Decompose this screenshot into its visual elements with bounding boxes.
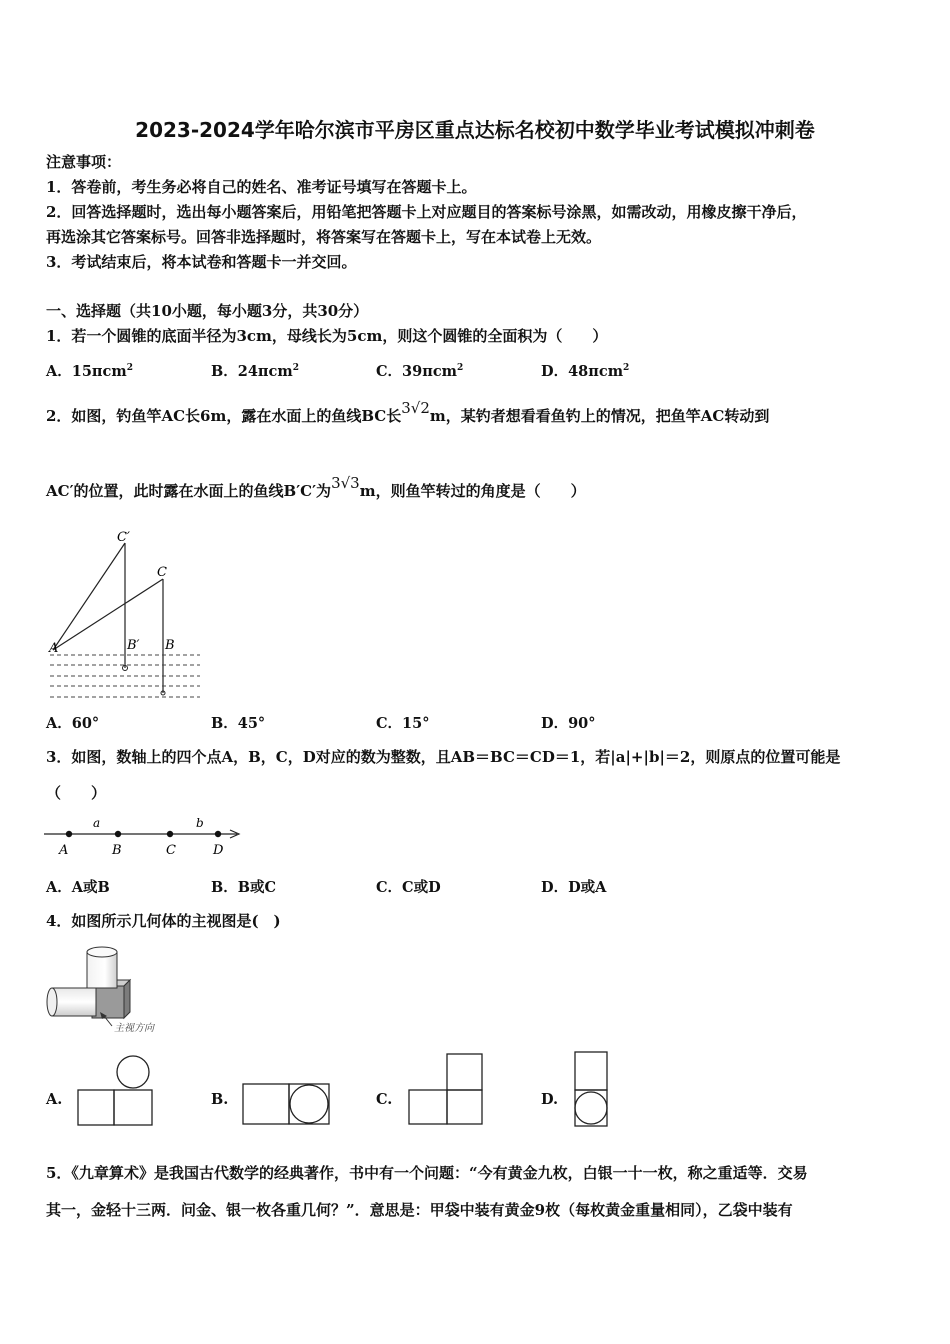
cube-front	[92, 986, 124, 1018]
q4-option-d-label: D.	[541, 1091, 559, 1108]
q2-option-c: C．15°	[376, 715, 430, 732]
q2-option-b: B．45°	[211, 715, 266, 732]
page-title: 2023-2024学年哈尔滨市平房区重点达标名校初中数学毕业考试模拟冲刺卷	[135, 118, 815, 142]
label-c: C	[157, 565, 167, 580]
label-a-lower: a	[93, 816, 101, 830]
label-a: A	[59, 843, 69, 858]
notice-heading: 注意事项：	[46, 153, 122, 171]
q2-option-d: D．90°	[541, 715, 596, 732]
q1-option-d: D．48πcm$^2$	[541, 363, 630, 380]
q2-fishing-rod-figure	[45, 525, 205, 705]
label-a: A	[49, 641, 59, 656]
view-direction-label: 主视方向	[114, 1023, 154, 1034]
q4-option-d-figure	[573, 1050, 611, 1130]
label-b-lower: b	[196, 816, 204, 830]
q1-option-c: C．39πcm$^2$	[376, 363, 464, 380]
radical-3sqrt3: 3√3	[331, 474, 360, 492]
label-c-prime: C′	[117, 530, 130, 545]
label-c: C	[166, 843, 176, 858]
label-d: D	[213, 843, 224, 858]
question-1-stem: 1．若一个圆锥的底面半径为3cm，母线长为5cm，则这个圆锥的全面积为（ ）	[46, 327, 608, 345]
q3-number-line	[42, 812, 247, 862]
q3-option-a: A．A或B	[46, 879, 110, 896]
point-c	[167, 831, 173, 837]
q4-option-c-figure	[407, 1052, 487, 1128]
label-b-prime: B′	[127, 638, 140, 653]
notice-item: 3．考试结束后，将本试卷和答题卡一并交回。	[46, 253, 357, 271]
q1-option-b: B．24πcm$^2$	[211, 363, 299, 380]
notice-item: 再选涂其它答案标号。回答非选择题时，将答案写在答题卡上，写在本试卷上无效。	[46, 228, 602, 246]
question-4-stem: 4．如图所示几何体的主视图是( )	[46, 912, 281, 930]
question-2-stem-line1: 2．如图，钓鱼竿AC长6m，露在水面上的鱼线BC长3√2m，某钓者想看看鱼钓上的情况，把鱼竿AC转动到	[46, 399, 770, 425]
q1-option-a: A．15πcm$^2$	[46, 363, 133, 380]
horizontal-cylinder	[52, 988, 96, 1016]
q4-option-a-label: A.	[46, 1091, 63, 1108]
q3-option-d: D．D或A	[541, 879, 607, 896]
rod-ac-prime	[53, 543, 125, 650]
notice-item: 2．回答选择题时，选出每小题答案后，用铅笔把答题卡上对应题目的答案标号涂黑，如需改动，用橡皮擦干净后，	[46, 203, 807, 221]
rod-ac	[53, 579, 163, 650]
q4-option-b-label: B.	[211, 1091, 229, 1108]
section-heading: 一、选择题（共10小题，每小题3分，共30分）	[46, 302, 369, 320]
q3-option-b: B．B或C	[211, 879, 277, 896]
question-2-stem-line2: AC′的位置，此时露在水面上的鱼线B′C′为3√3m，则鱼竿转过的角度是（ ）	[46, 474, 586, 500]
label-b: B	[165, 638, 175, 653]
q4-option-a-figure	[76, 1054, 156, 1128]
question-5-line1: 5．《九章算术》是我国古代数学的经典著作，书中有一个问题：“今有黄金九枚，白银一十一枚，称之重适等．交易	[46, 1164, 808, 1182]
question-5-line2: 其一，金轻十三两．问金、银一枚各重几何？”．意思是：甲袋中装有黄金9枚（每枚黄金重量相同），乙袋中装有	[46, 1201, 793, 1219]
q4-solid-figure	[44, 938, 174, 1038]
point-b	[115, 831, 121, 837]
q4-option-c-label: C.	[376, 1091, 393, 1108]
point-a	[66, 831, 72, 837]
point-d	[215, 831, 221, 837]
label-b: B	[112, 843, 122, 858]
notice-item: 1．答卷前，考生务必将自己的姓名、准考证号填写在答题卡上。	[46, 178, 477, 196]
q3-option-c: C．C或D	[376, 879, 441, 896]
question-3-stem: 3．如图，数轴上的四个点A，B，C，D对应的数为整数，且AB＝BC＝CD＝1，若|a|+|b|＝2，则原点的位置可能是	[46, 748, 841, 766]
q2-option-a: A．60°	[46, 715, 100, 732]
q4-option-b-figure	[241, 1082, 333, 1128]
question-3-paren: （ ）	[46, 784, 107, 802]
radical-3sqrt2: 3√2	[401, 399, 430, 417]
